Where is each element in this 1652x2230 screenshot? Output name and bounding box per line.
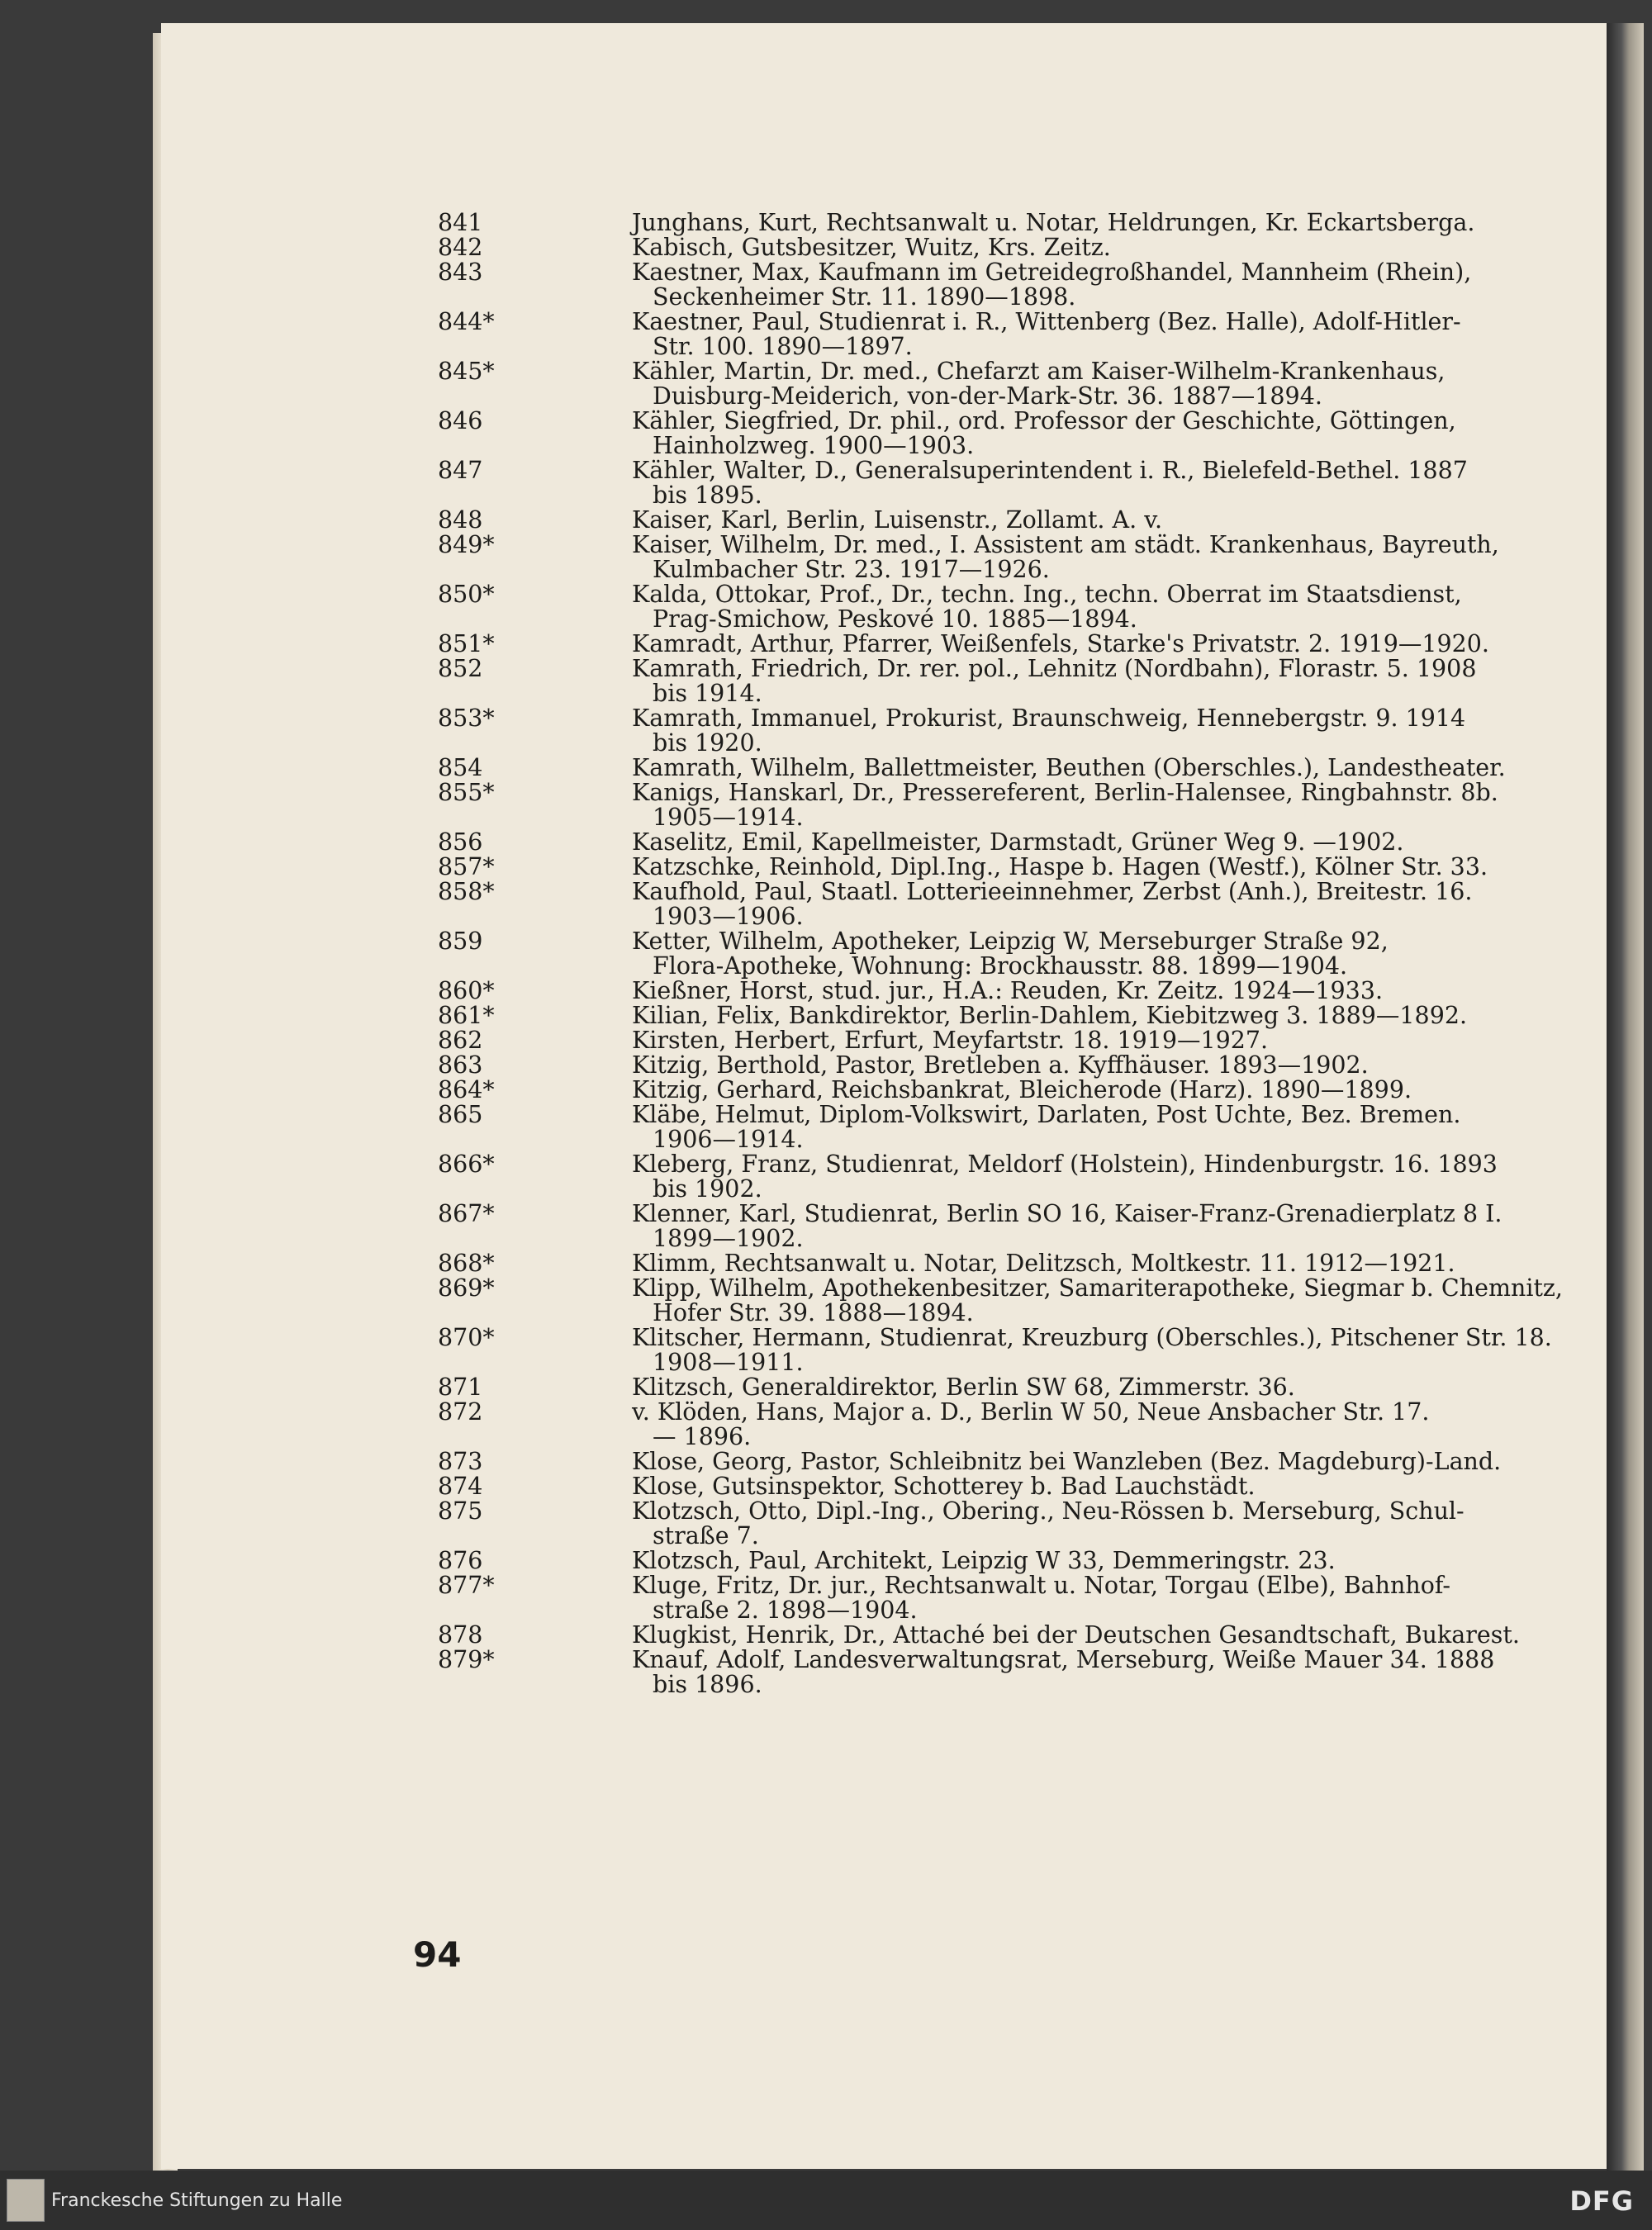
register-entry	[438, 830, 1479, 855]
entry-continuation-line: Seckenheimer Str. 11. 1890—1898.	[653, 283, 1076, 311]
entry-number: 867*	[438, 1200, 495, 1227]
entry-continuation-line: bis 1895.	[653, 482, 762, 509]
entry-text	[632, 1400, 1479, 1450]
entry-number: 843	[438, 259, 483, 286]
entry-number: 877*	[438, 1572, 495, 1599]
entry-number: 861*	[438, 1002, 495, 1029]
entry-text	[632, 880, 1479, 929]
entry-text	[632, 235, 1479, 260]
entry-line: Kaufhold, Paul, Staatl. Lotterieeinnehmer, Zerbst (Anh.), Breitestr. 16.	[632, 878, 1473, 905]
entry-text	[632, 706, 1479, 756]
entry-line: Kalda, Ottokar, Prof., Dr., techn. Ing., techn. Oberrat im Staatsdienst,	[632, 581, 1462, 608]
entry-line: Kläbe, Helmut, Diplom-Volkswirt, Darlaten, Post Uchte, Bez. Bremen.	[632, 1101, 1461, 1128]
register-entry	[438, 1200, 1502, 1252]
entry-number: 850*	[438, 581, 495, 608]
entry-text	[632, 979, 1479, 1004]
entry-continuation-line: bis 1902.	[653, 1175, 762, 1203]
entry-line: Kähler, Siegfried, Dr. phil., ord. Professor der Geschichte, Göttingen,	[632, 407, 1456, 434]
entry-line: Kaiser, Wilhelm, Dr. med., I. Assistent am städt. Krankenhaus, Bayreuth,	[632, 531, 1499, 558]
entry-line: Klitscher, Hermann, Studienrat, Kreuzburg (Oberschles.), Pitschener Str. 18.	[632, 1324, 1552, 1351]
entry-line: Kaiser, Karl, Berlin, Luisenstr., Zollamt. A. v.	[632, 506, 1163, 534]
register-entry	[438, 880, 1479, 929]
entry-line: v. Klöden, Hans, Major a. D., Berlin W 50, Neue Ansbacher Str. 17.	[632, 1398, 1430, 1426]
entry-text	[632, 1549, 1479, 1573]
entry-number: 879*	[438, 1646, 495, 1673]
register-entry	[438, 657, 1479, 706]
entry-text	[632, 830, 1479, 855]
entry-text	[632, 756, 1506, 780]
entry-line: Kähler, Walter, D., Generalsuperintendent i. R., Bielefeld-Bethel. 1887	[632, 457, 1468, 484]
entry-number: 846	[438, 407, 483, 434]
register-entry	[438, 1448, 1502, 1475]
entry-line: Kaestner, Max, Kaufmann im Getreidegroßhandel, Mannheim (Rhein),	[632, 259, 1472, 286]
entry-number: 872	[438, 1398, 483, 1426]
register-entry	[438, 929, 1479, 979]
entry-number: 857*	[438, 853, 495, 880]
entry-text	[632, 1326, 1552, 1375]
entry-text	[632, 1202, 1502, 1251]
entry-text	[632, 409, 1479, 458]
register-entry	[438, 1004, 1479, 1028]
entry-number: 844*	[438, 308, 495, 335]
register-entry	[438, 1499, 1479, 1549]
register-entry	[438, 630, 1489, 657]
entry-number: 852	[438, 655, 483, 682]
register-entry	[438, 1646, 1495, 1698]
entry-text	[632, 1053, 1479, 1078]
entry-continuation-line: bis 1920.	[653, 729, 762, 757]
entry-line: Kirsten, Herbert, Erfurt, Meyfartstr. 18. 1919—1927.	[632, 1027, 1269, 1054]
entry-number: 841	[438, 209, 483, 236]
entry-text	[632, 1474, 1479, 1499]
entry-text	[632, 260, 1479, 310]
entry-text	[632, 458, 1479, 508]
viewer-footer	[0, 2171, 1652, 2230]
entry-text	[632, 1623, 1520, 1648]
entry-number: 860*	[438, 977, 495, 1004]
entry-continuation-line: Duisburg-Meiderich, von-der-Mark-Str. 36. 1887—1894.	[653, 382, 1322, 410]
register-entry	[438, 853, 1488, 880]
entry-text	[632, 533, 1499, 582]
entry-line: Klipp, Wilhelm, Apothekenbesitzer, Samariterapotheke, Siegmar b. Chemnitz,	[632, 1274, 1563, 1302]
entry-text	[632, 1152, 1498, 1202]
entry-number: 842	[438, 234, 483, 261]
register-entry	[438, 1251, 1479, 1276]
entry-text	[632, 1648, 1494, 1697]
entry-number: 871	[438, 1374, 483, 1401]
entry-text	[632, 780, 1498, 830]
entry-number: 862	[438, 1027, 483, 1054]
register-entry	[438, 1474, 1479, 1499]
entry-number: 874	[438, 1473, 483, 1500]
entry-text	[632, 929, 1479, 979]
entry-continuation-line: straße 2. 1898—1904.	[653, 1597, 918, 1624]
entry-continuation-line: Hainholzweg. 1900—1903.	[653, 432, 975, 459]
entry-continuation-line: 1908—1911.	[653, 1349, 804, 1376]
entry-text	[632, 310, 1479, 359]
entry-text	[632, 1276, 1563, 1326]
entry-continuation-line: 1906—1914.	[653, 1126, 804, 1153]
register-entry	[438, 1274, 1563, 1326]
entry-line: Kleberg, Franz, Studienrat, Meldorf (Holstein), Hindenburgstr. 16. 1893	[632, 1151, 1498, 1178]
register-entry	[438, 779, 1498, 831]
entry-text	[632, 1450, 1501, 1474]
register-entries	[438, 209, 1563, 1698]
entry-continuation-line: Flora-Apotheke, Wohnung: Brockhausstr. 88. 1899—1904.	[653, 952, 1348, 980]
entry-continuation-line: Str. 100. 1890—1897.	[653, 333, 913, 360]
entry-number: 851*	[438, 630, 495, 657]
entry-line: Ketter, Wilhelm, Apotheker, Leipzig W, Merseburger Straße 92,	[632, 928, 1389, 955]
entry-text	[632, 855, 1488, 880]
register-entry	[438, 310, 1479, 359]
entry-line: Katzschke, Reinhold, Dipl.Ing., Haspe b. Hagen (Westf.), Kölner Str. 33.	[632, 853, 1488, 880]
entry-line: Kitzig, Gerhard, Reichsbankrat, Bleicherode (Harz). 1890—1899.	[632, 1076, 1412, 1103]
register-entry	[438, 1549, 1479, 1573]
register-entry	[438, 1053, 1479, 1078]
entry-text	[632, 1028, 1479, 1053]
entry-line: Kaselitz, Emil, Kapellmeister, Darmstadt, Grüner Weg 9. —1902.	[632, 828, 1404, 856]
entry-line: Kanigs, Hanskarl, Dr., Pressereferent, Berlin-Halensee, Ringbahnstr. 8b.	[632, 779, 1498, 806]
entry-number: 859	[438, 928, 483, 955]
entry-line: Kilian, Felix, Bankdirektor, Berlin-Dahlem, Kiebitzweg 3. 1889—1892.	[632, 1002, 1468, 1029]
entry-number: 876	[438, 1547, 483, 1574]
entry-line: Junghans, Kurt, Rechtsanwalt u. Notar, Heldrungen, Kr. Eckartsberga.	[632, 209, 1475, 236]
entry-line: Kluge, Fritz, Dr. jur., Rechtsanwalt u. Notar, Torgau (Elbe), Bahnhof-	[632, 1572, 1451, 1599]
entry-text	[632, 1573, 1479, 1623]
entry-continuation-line: 1903—1906.	[653, 903, 804, 930]
entry-line: Kamrath, Wilhelm, Ballettmeister, Beuthen (Oberschles.), Landestheater.	[632, 754, 1506, 781]
institution-logo-icon	[7, 2179, 45, 2222]
register-entry	[438, 754, 1506, 781]
entry-continuation-line: — 1896.	[653, 1423, 752, 1450]
entry-number: 869*	[438, 1274, 495, 1302]
entry-line: Klotzsch, Paul, Architekt, Leipzig W 33, Demmeringstr. 23.	[632, 1547, 1336, 1574]
entry-line: Kaestner, Paul, Studienrat i. R., Wittenberg (Bez. Halle), Adolf-Hitler-	[632, 308, 1461, 335]
register-entry	[438, 458, 1479, 508]
entry-line: Klenner, Karl, Studienrat, Berlin SO 16, Kaiser-Franz-Grenadierplatz 8 I.	[632, 1200, 1502, 1227]
register-entry	[438, 1400, 1479, 1450]
entry-line: Kitzig, Berthold, Pastor, Bretleben a. Kyffhäuser. 1893—1902.	[632, 1051, 1369, 1079]
entry-number: 866*	[438, 1151, 495, 1178]
entry-continuation-line: straße 7.	[653, 1522, 759, 1549]
register-entry	[438, 235, 1479, 260]
entry-number: 849*	[438, 531, 495, 558]
register-entry	[438, 409, 1479, 458]
entry-text	[632, 1103, 1479, 1152]
entry-number: 865	[438, 1101, 483, 1128]
entry-number: 845*	[438, 358, 495, 385]
entry-text	[632, 1004, 1479, 1028]
entry-line: Klose, Gutsinspektor, Schotterey b. Bad Lauchstädt.	[632, 1473, 1256, 1500]
entry-text	[632, 211, 1479, 235]
entry-number: 848	[438, 506, 483, 534]
register-entry	[438, 1324, 1552, 1376]
entry-number: 855*	[438, 779, 495, 806]
entry-number: 856	[438, 828, 483, 856]
entry-number: 868*	[438, 1250, 495, 1277]
entry-continuation-line: Kulmbacher Str. 23. 1917—1926.	[653, 556, 1050, 583]
entry-text	[632, 359, 1479, 409]
register-entry	[438, 1078, 1479, 1103]
entry-line: Kießner, Horst, stud. jur., H.A.: Reuden, Kr. Zeitz. 1924—1933.	[632, 977, 1384, 1004]
entry-number: 873	[438, 1448, 483, 1475]
entry-number: 863	[438, 1051, 483, 1079]
register-entry	[438, 1028, 1479, 1053]
entry-line: Klotzsch, Otto, Dipl.-Ing., Obering., Neu-Rössen b. Merseburg, Schul-	[632, 1497, 1464, 1525]
entry-number: 864*	[438, 1076, 495, 1103]
register-entry	[438, 211, 1479, 235]
entry-text	[632, 508, 1479, 533]
page-number: 94	[413, 1934, 462, 1975]
dfg-logo: DFG	[1569, 2185, 1634, 2217]
entry-text	[632, 632, 1489, 657]
entry-continuation-line: 1899—1902.	[653, 1225, 804, 1252]
entry-continuation-line: Prag-Smichow, Peskové 10. 1885—1894.	[653, 605, 1137, 633]
entry-line: Kabisch, Gutsbesitzer, Wuitz, Krs. Zeitz.	[632, 234, 1111, 261]
register-entry	[438, 359, 1479, 409]
entry-continuation-line: bis 1914.	[653, 680, 762, 707]
entry-line: Kamrath, Immanuel, Prokurist, Braunschweig, Hennebergstr. 9. 1914	[632, 705, 1466, 732]
entry-line: Kamradt, Arthur, Pfarrer, Weißenfels, Starke's Privatstr. 2. 1919—1920.	[632, 630, 1489, 657]
institution-name: Franckesche Stiftungen zu Halle	[51, 2190, 343, 2211]
entry-number: 854	[438, 754, 483, 781]
entry-continuation-line: 1905—1914.	[653, 804, 804, 831]
entry-line: Knauf, Adolf, Landesverwaltungsrat, Merseburg, Weiße Mauer 34. 1888	[632, 1646, 1495, 1673]
entry-continuation-line: bis 1896.	[653, 1671, 762, 1698]
entry-line: Klitzsch, Generaldirektor, Berlin SW 68, Zimmerstr. 36.	[632, 1374, 1295, 1401]
entry-number: 870*	[438, 1324, 495, 1351]
register-entry	[438, 706, 1479, 756]
entry-continuation-line: Hofer Str. 39. 1888—1894.	[653, 1299, 974, 1326]
entry-line: Klimm, Rechtsanwalt u. Notar, Delitzsch, Moltkestr. 11. 1912—1921.	[632, 1250, 1455, 1277]
register-entry	[438, 260, 1479, 310]
register-entry	[438, 508, 1479, 533]
entry-text	[632, 1078, 1479, 1103]
entry-number: 853*	[438, 705, 495, 732]
register-entry	[438, 1573, 1479, 1623]
entry-text	[632, 1499, 1479, 1549]
register-entry	[438, 1103, 1479, 1152]
entry-line: Klose, Georg, Pastor, Schleibnitz bei Wanzleben (Bez. Magdeburg)-Land.	[632, 1448, 1502, 1475]
entry-line: Klugkist, Henrik, Dr., Attaché bei der Deutschen Gesandtschaft, Bukarest.	[632, 1621, 1520, 1649]
book-gutter	[1607, 23, 1644, 2171]
entry-text	[632, 657, 1479, 706]
entry-number: 875	[438, 1497, 483, 1525]
entry-number: 847	[438, 457, 483, 484]
register-entry	[438, 1621, 1520, 1649]
entry-line: Kamrath, Friedrich, Dr. rer. pol., Lehnitz (Nordbahn), Florastr. 5. 1908	[632, 655, 1477, 682]
register-entry	[438, 1151, 1498, 1203]
entry-text	[632, 1251, 1479, 1276]
entry-number: 858*	[438, 878, 495, 905]
register-entry	[438, 979, 1479, 1004]
register-entry	[438, 531, 1499, 583]
entry-text	[632, 582, 1479, 632]
register-entry	[438, 1375, 1479, 1400]
entry-line: Kähler, Martin, Dr. med., Chefarzt am Kaiser-Wilhelm-Krankenhaus,	[632, 358, 1446, 385]
entry-number: 878	[438, 1621, 483, 1649]
entry-text	[632, 1375, 1479, 1400]
register-entry	[438, 582, 1479, 632]
